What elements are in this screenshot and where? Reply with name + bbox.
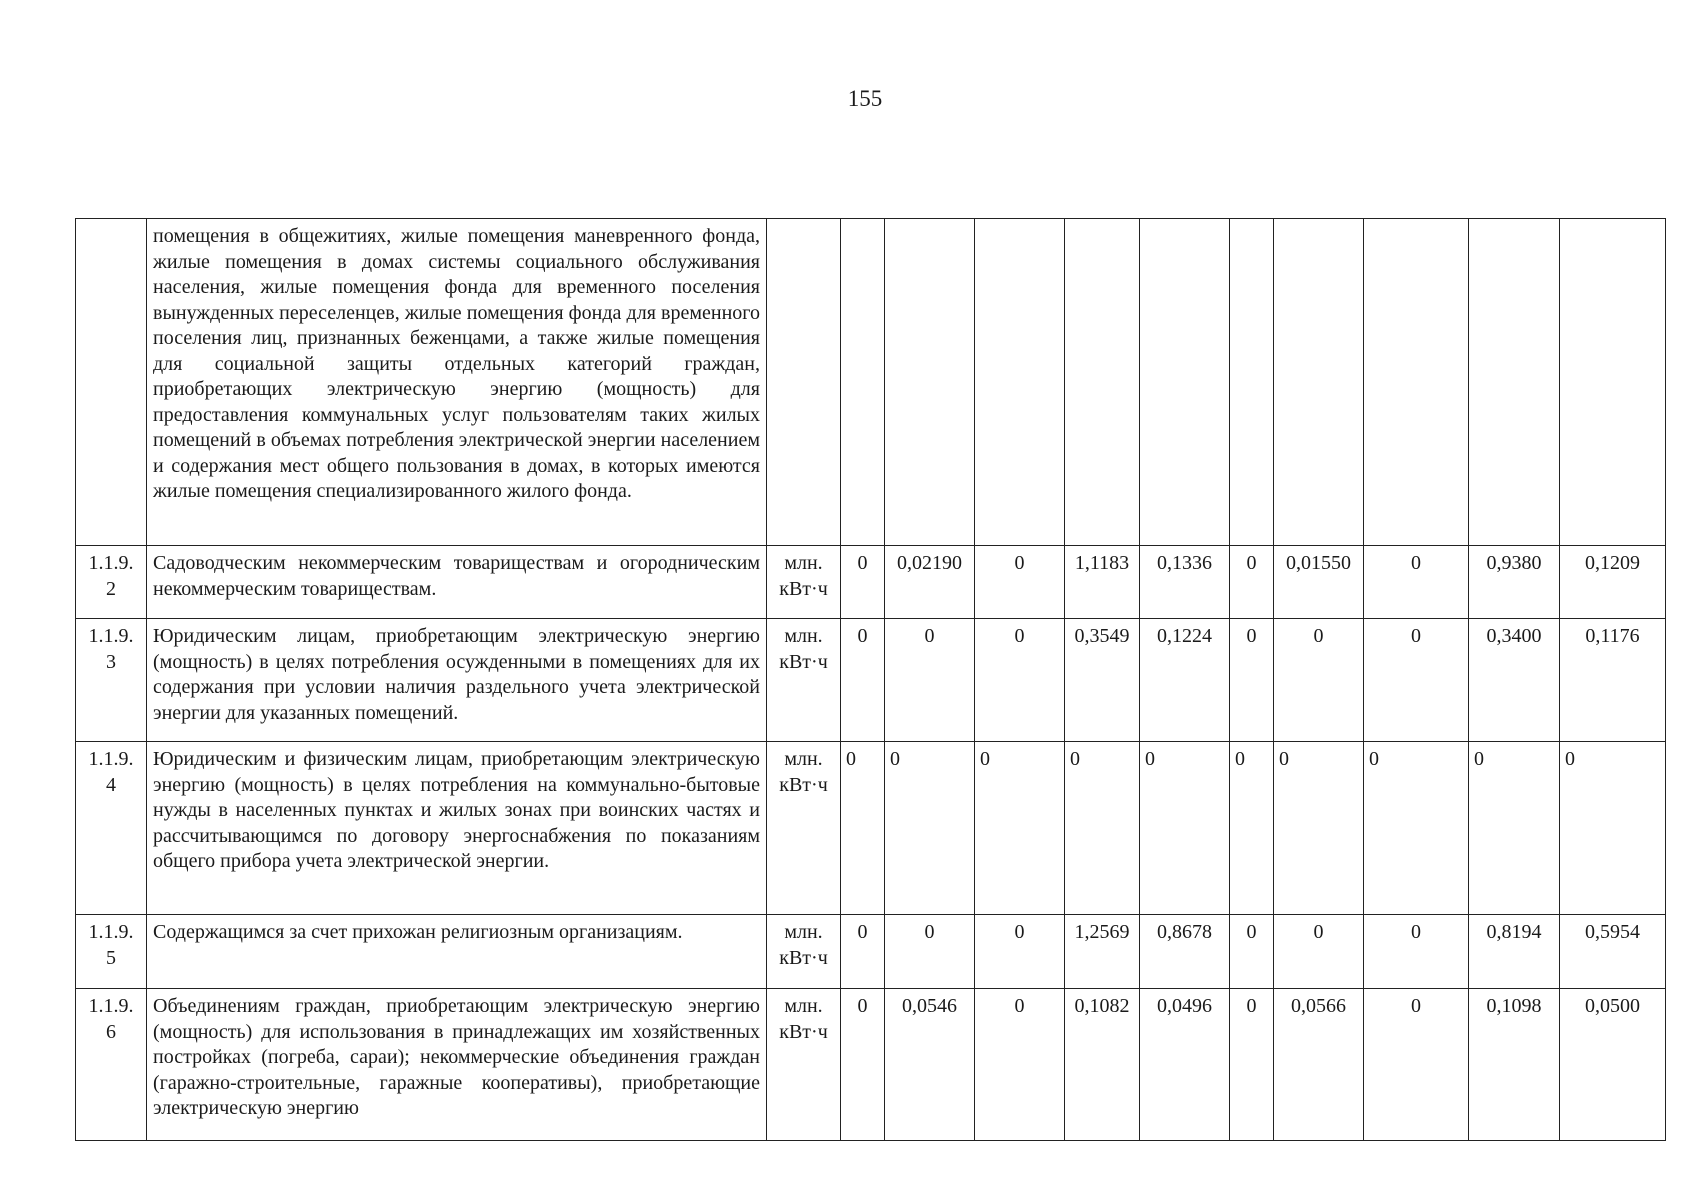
value-cell: 0,1224	[1140, 619, 1230, 742]
row-unit-cell: млн. кВт·ч	[767, 742, 841, 915]
value-cell: 0,3549	[1065, 619, 1140, 742]
value-cell	[1065, 219, 1140, 546]
row-unit-cell	[767, 219, 841, 546]
value-cell	[1274, 219, 1364, 546]
value-cell: 0	[841, 742, 885, 915]
value-cell: 0,5954	[1560, 915, 1666, 989]
value-cell: 0,1336	[1140, 546, 1230, 619]
row-description-cell: Юридическим лицам, приобретающим электрическую энергию (мощность) в целях потребления осужденными в помещениях для их содержания при условии наличия раздельного учета электрической энергии для указанных помещений.	[147, 619, 767, 742]
value-cell: 0	[1364, 915, 1469, 989]
value-cell: 0,8194	[1469, 915, 1560, 989]
value-cell: 0	[975, 546, 1065, 619]
row-description-cell: Юридическим и физическим лицам, приобретающим электрическую энергию (мощность) в целях потребления на коммунально-бытовые нужды в населенных пунктах и жилых зонах при воинских частях и рассчитывающимся по договору энергоснабжения по показаниям общего прибора учета электрической энергии.	[147, 742, 767, 915]
value-cell: 0,1209	[1560, 546, 1666, 619]
value-cell: 0,8678	[1140, 915, 1230, 989]
value-cell: 0	[1230, 546, 1274, 619]
value-cell: 0	[1230, 989, 1274, 1141]
row-unit-cell: млн. кВт·ч	[767, 619, 841, 742]
value-cell	[841, 219, 885, 546]
value-cell: 0	[885, 915, 975, 989]
row-unit-cell: млн. кВт·ч	[767, 546, 841, 619]
row-unit-cell: млн. кВт·ч	[767, 989, 841, 1141]
value-cell: 0	[885, 619, 975, 742]
value-cell: 1,2569	[1065, 915, 1140, 989]
row-description-cell: Объединениям граждан, приобретающим электрическую энергию (мощность) для использования в принадлежащих им хозяйственных постройках (погреба, сараи); некоммерческие объединения граждан (гаражно-строительные, гаражные кооперативы), приобретающие электрическую энергию	[147, 989, 767, 1141]
value-cell: 0	[1230, 742, 1274, 915]
value-cell: 0	[1364, 989, 1469, 1141]
row-number-cell	[76, 219, 147, 546]
page-number: 155	[847, 86, 883, 111]
value-cell: 0	[885, 742, 975, 915]
value-cell: 0	[841, 546, 885, 619]
value-cell: 0	[975, 989, 1065, 1141]
value-cell	[1364, 219, 1469, 546]
value-cell: 0	[975, 742, 1065, 915]
value-cell: 0	[841, 915, 885, 989]
value-cell: 0	[1140, 742, 1230, 915]
value-cell	[1469, 219, 1560, 546]
row-number-cell: 1.1.9. 5	[76, 915, 147, 989]
value-cell	[1140, 219, 1230, 546]
value-cell: 0	[1230, 915, 1274, 989]
value-cell: 0,01550	[1274, 546, 1364, 619]
value-cell: 0	[1274, 742, 1364, 915]
value-cell: 0,3400	[1469, 619, 1560, 742]
value-cell: 0	[1469, 742, 1560, 915]
value-cell: 0,1176	[1560, 619, 1666, 742]
table-row	[76, 546, 1666, 619]
value-cell	[1560, 219, 1666, 546]
row-number-cell: 1.1.9. 2	[76, 546, 147, 619]
value-cell: 0	[1274, 619, 1364, 742]
value-cell	[1230, 219, 1274, 546]
row-number-cell: 1.1.9. 6	[76, 989, 147, 1141]
table-row	[76, 619, 1666, 742]
value-cell: 0,0566	[1274, 989, 1364, 1141]
value-cell: 0	[1364, 546, 1469, 619]
value-cell: 1,1183	[1065, 546, 1140, 619]
value-cell: 0,0496	[1140, 989, 1230, 1141]
value-cell: 0	[1065, 742, 1140, 915]
value-cell	[975, 219, 1065, 546]
value-cell: 0,0500	[1560, 989, 1666, 1141]
value-cell: 0	[841, 619, 885, 742]
value-cell: 0	[1230, 619, 1274, 742]
row-description-cell: Содержащимся за счет прихожан религиозным организациям.	[147, 915, 767, 989]
row-description-cell: Садоводческим некоммерческим товариществам и огородническим некоммерческим товариществам.	[147, 546, 767, 619]
value-cell: 0	[1560, 742, 1666, 915]
row-unit-cell: млн. кВт·ч	[767, 915, 841, 989]
value-cell: 0,0546	[885, 989, 975, 1141]
value-cell: 0,9380	[1469, 546, 1560, 619]
value-cell: 0	[975, 915, 1065, 989]
value-cell	[885, 219, 975, 546]
table-row	[76, 219, 1666, 546]
row-description-cell: помещения в общежитиях, жилые помещения маневренного фонда, жилые помещения в домах системы социального обслуживания населения, жилые помещения фонда для временного поселения вынужденных переселенцев, жилые помещения фонда для временного поселения лиц, признанных беженцами, а также жилые помещения для социальной защиты отдельных категорий граждан, приобретающих электрическую энергию (мощность) для предоставления коммунальных услуг пользователям таких жилых помещений в объемах потребления электрической энергии населением и содержания мест общего пользования в домах, в которых имеются жилые помещения специализированного жилого фонда.	[147, 219, 767, 546]
value-cell: 0	[975, 619, 1065, 742]
table-row	[76, 989, 1666, 1141]
table-row	[76, 742, 1666, 915]
value-cell: 0	[841, 989, 885, 1141]
value-cell: 0	[1364, 619, 1469, 742]
tariff-table	[75, 218, 1666, 1141]
value-cell: 0	[1274, 915, 1364, 989]
value-cell: 0,02190	[885, 546, 975, 619]
row-number-cell: 1.1.9. 3	[76, 619, 147, 742]
value-cell: 0,1082	[1065, 989, 1140, 1141]
value-cell: 0,1098	[1469, 989, 1560, 1141]
value-cell: 0	[1364, 742, 1469, 915]
row-number-cell: 1.1.9. 4	[76, 742, 147, 915]
table-row	[76, 915, 1666, 989]
